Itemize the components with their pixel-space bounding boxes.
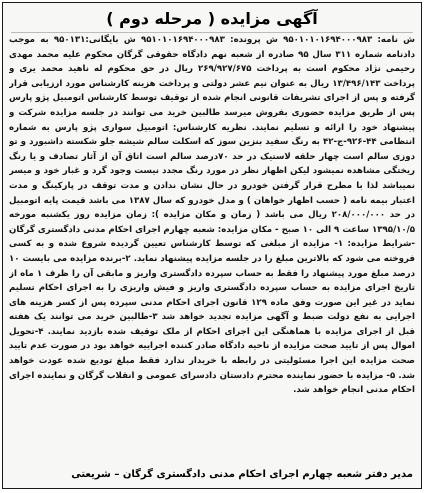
notice-body-text: ش نامه: ۹۵۰۱۰۱۰۱۶۹۴۰۰۰۹۸۳ ش پرونده: ۹۵۱۰۱۰۱۶۹۴۰۰۰۹۸۳ ش بایگانی:۹۵۰۱۳۱ به موجب دادنامه شماره ۳۱۱ سال ۹۵ صادره از شعبه نهم دادگاه حقوقی گرگان محکوم علیه محمد مهدی رحیمی نژاد محکوم است به پرداخت ۲۶۹/۹۲۷/۶۷۵ ریال در حق محکوم له ناهید محمد یری و پرداخت ۱۳/۴۹۶/۱۴۳ ریال به عنوان نیم عشر دولتی و پرداخت هزینه کارشناس مورد ارزیابی قرار گرفته و پس از اجرای تشریفات قانونی انجام شده از توقیف توسط کارشناس اتومبیل پژو پارس پس از طریق مزایده حضوری بفروش میرسد طالبین خرید می توانند در جلسه مزایده شرکت و پیشنهاد خود را ارائه و تسلیم نمایند. نظریه کارشناس: اتومبیل سواری پژو پارس به شماره انتظامی ۴۴-۹۲۶-ج-۴۲ به رنگ سفید بنزین سوز که اسکلت سالم شیشه جلو شکسته داشبورد و تو دوزی سالم است چهار حلقه لاستیک در حد ۷۰درصد سالم است اتاق آن از آثار تصادف و یا رنگ ریختگی مشاهده نمیشود لیکن اظهار نظر در مورد رنگ مجدد نیست وجود گرد و غبار خود و میسر نمیباشد لذا با مطرح قرار گرفتن خودرو در حال نشان ندادن و مدت توقف در پارکینگ و مدت اعتبار بیمه نامه ( حسب اظهار خواهان ) و مدل خودرو که سال ۱۳۸۷ می باشد قیمت پایه اتومبیل در حد ۲۰۸/۰۰۰/۰۰۰ ریال می باشد ( زمان و مکان مزایده ): زمان مزایده روز یکشنبه مورخه ۱۳۹۵/۱۰/۵ ساعت ۹ الی ۱۰ صبح - مکان مزایده: شعبه چهارم اجرای احکام مدنی دادگستری گرگان -شرایط مزایده: ۱- مزایده از مبلغی که توسط کارشناس تعیین گردیده شروع شده و به کسی فروخته می شود که بالاترین مبلغ را در جلسه مزایده پیشنهاد نماید. ۲-برنده مزایده می بایست ۱۰ درصد مبلغ مورد پیشنهاد را فقط به حساب سپرده دادگستری واریز و مابقی آن را ظرف ۱ ماه از تاریخ اجرای مزایده به حساب سپرده دادگستری واریز و فیش واریزی را به اجرای احکام تسلیم نماید در غیر این صورت وفق ماده ۱۲۹ قانون اجرای احکام مدنی سپرده پس از کسر هزینه های اجرایی به نفع دولت ضبط و آگهی مزایده تجدید خواهد شد ۳-طالبین خرید می توانند یک هفته قبل از اجرای مزایده با هماهنگی این اجرای احکام از ملک توقیف شده بازدید نمایند. ۴-تحویل اموال پس از تایید صحت مزایده از ناحیه دادگاه صادر کننده اجراییه خواهد بود در صورت عدم تایید صحت مزایده این اجرا مسئولیتی در رابطه با خریدار ندارد فقط مبلغ تودیع شده عودت خواهد شد. ۵- مزایده با حضور نماینده محترم دادستان دادسرای عمومی و انقلاب گرگان و نماینده اجرای احکام مدنی انجام خواهد شد. <box>9 35 415 396</box>
notice-title: آگهی مزایده ( مرحله دوم ) <box>106 8 318 28</box>
notice-body <box>9 33 415 449</box>
notice-signature: مدیر دفتر شعبه چهارم اجرای احکام مدنی دادگستری گرگان – شریعتی <box>71 469 413 480</box>
auction-notice <box>2 2 422 489</box>
title-row <box>3 3 421 33</box>
title-divider <box>11 32 413 33</box>
